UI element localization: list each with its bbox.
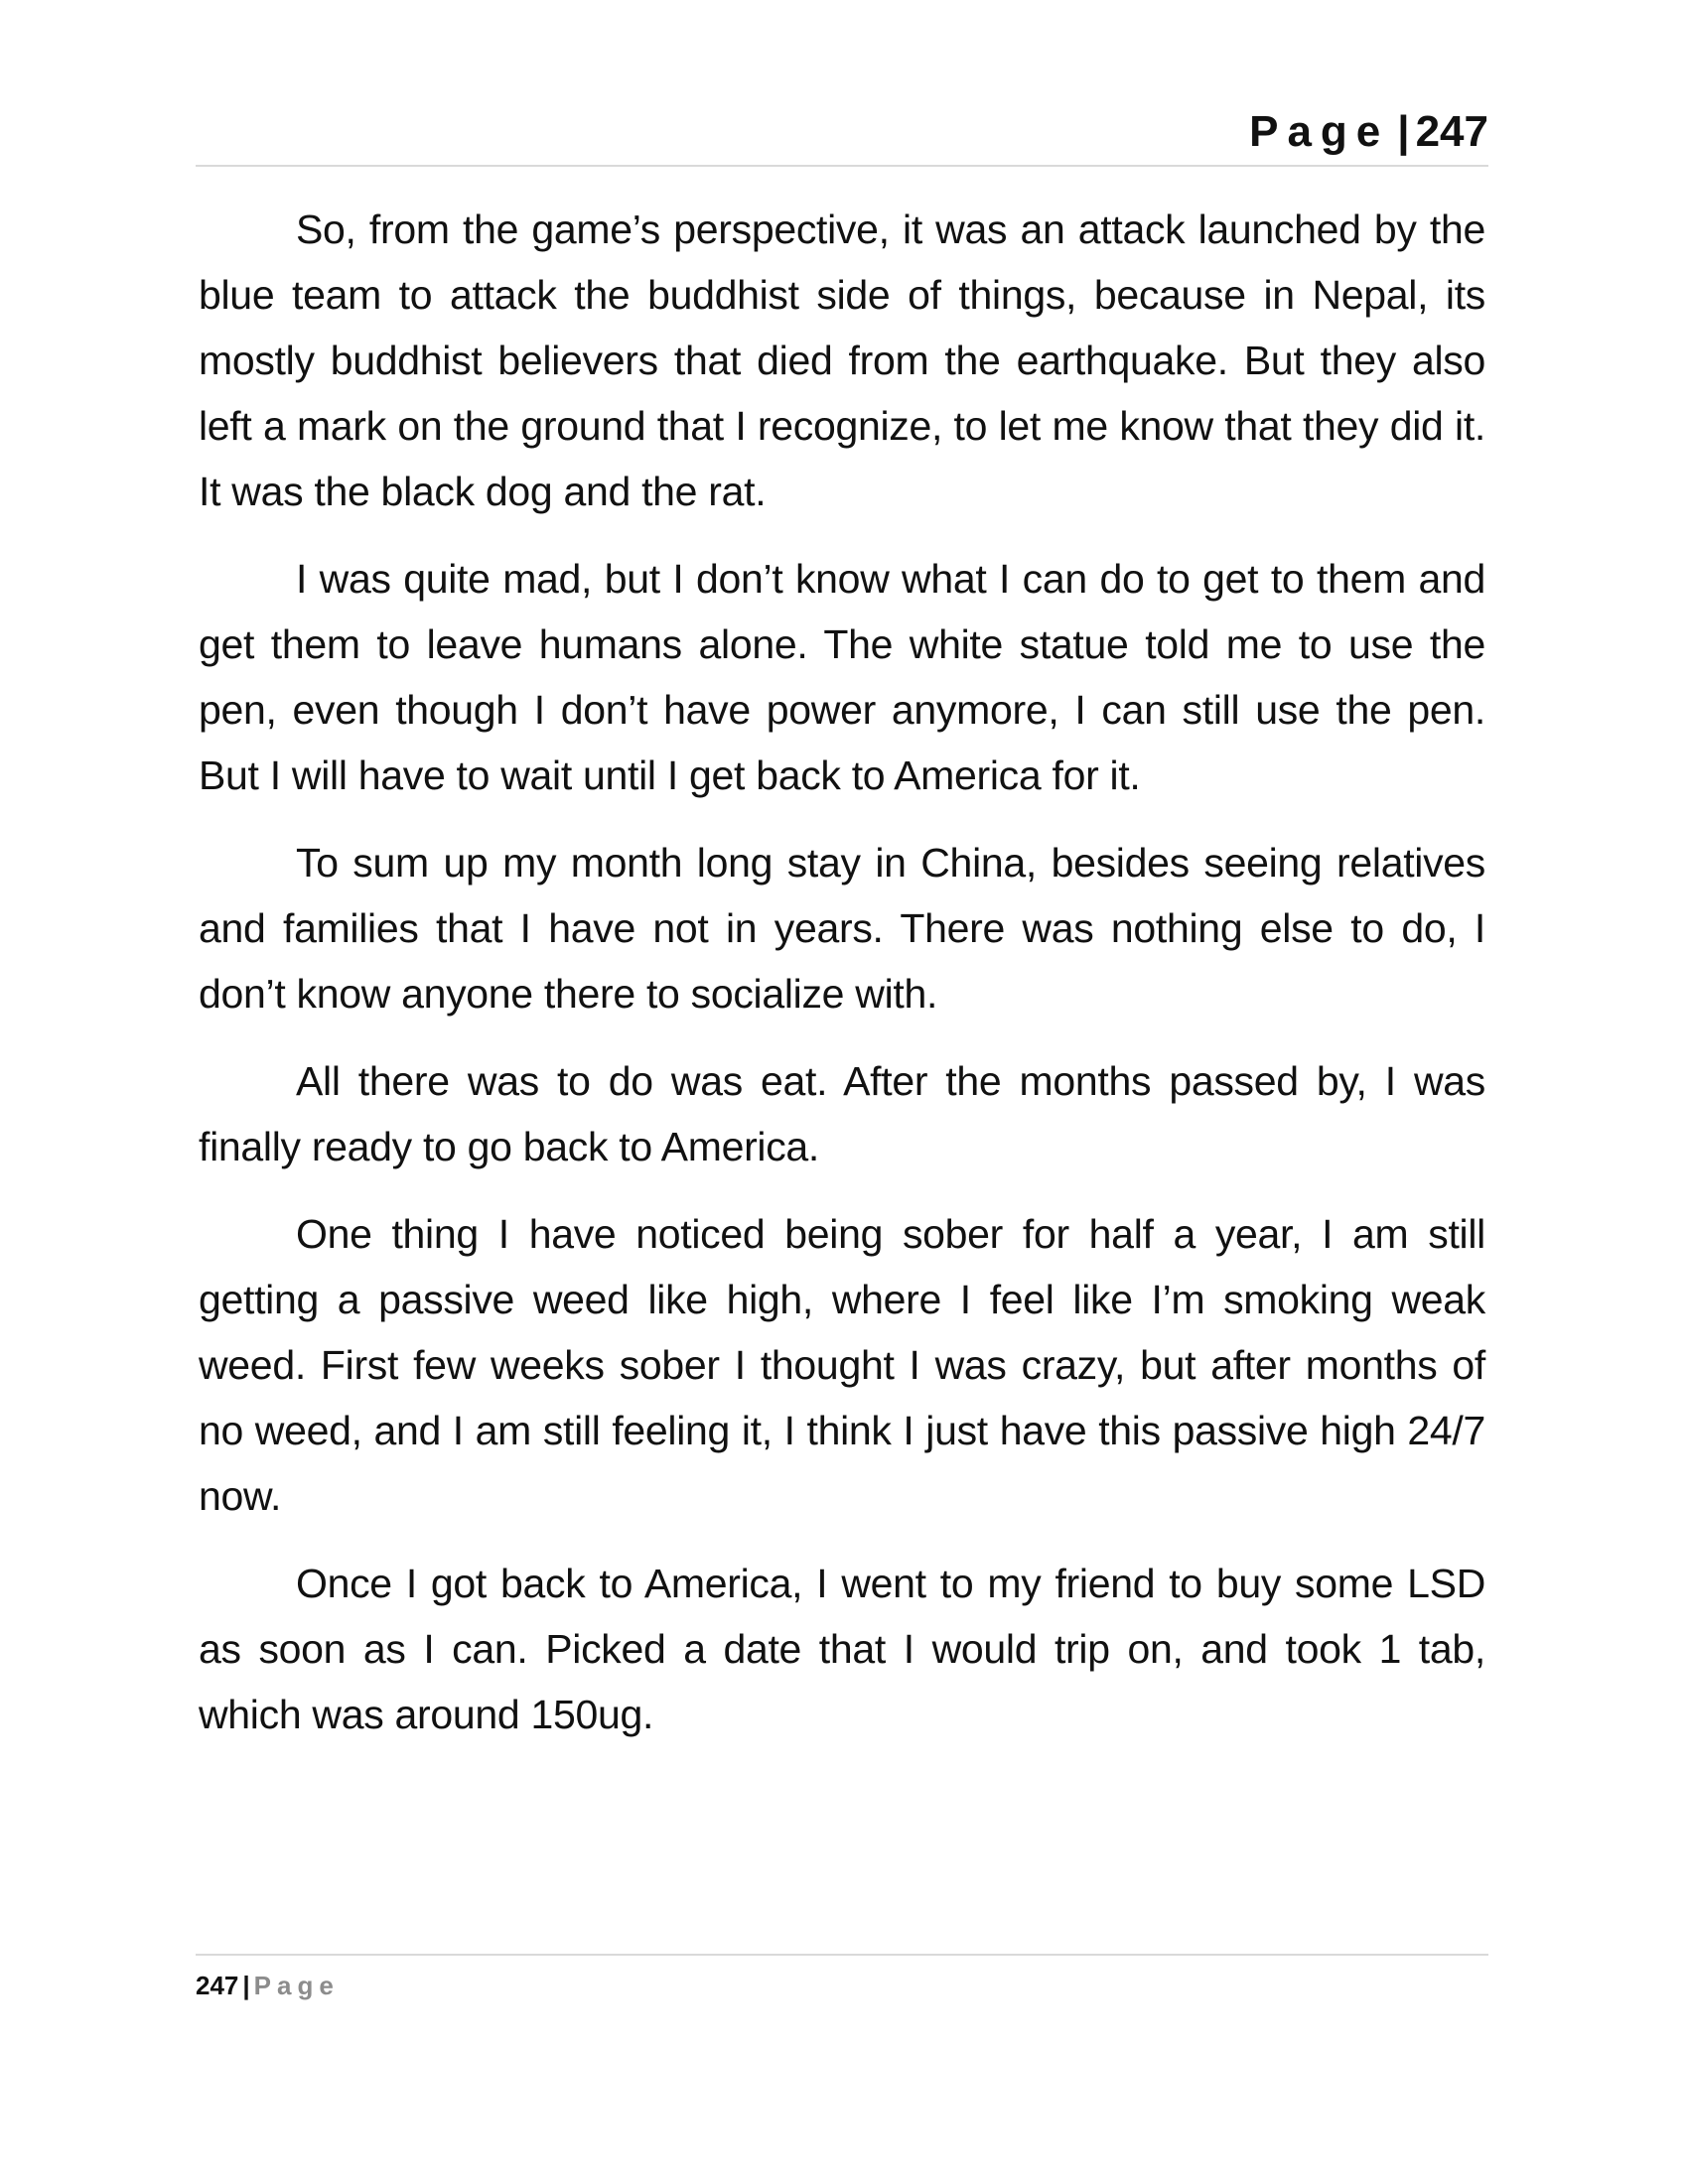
paragraph-3: To sum up my month long stay in China, besides seeing relatives and families that I have not in years. There was nothing else to do, I don’t know anyone there to socialize with. — [199, 840, 1485, 1017]
paragraph-6: Once I got back to America, I went to my friend to buy some LSD as soon as I can. Picked a date that I would trip on, and took 1 tab, which was around 150ug. — [199, 1561, 1485, 1737]
header-page-number: 247 — [1415, 107, 1488, 156]
header-page-word: Page — [1249, 107, 1390, 156]
header-separator: | — [1397, 107, 1410, 156]
page-body — [199, 197, 1485, 1769]
footer-separator: | — [242, 1971, 250, 2000]
paragraph-2: I was quite mad, but I don’t know what I can do to get to them and get them to leave humans alone. The white statue told me to use the pen, even though I don’t have power anymore, I can still use the pen. But I will have to wait until I get back to America for it. — [199, 556, 1485, 798]
footer-page-word: Page — [253, 1971, 340, 2000]
page-header — [196, 99, 1488, 167]
paragraph-4: All there was to do was eat. After the months passed by, I was finally ready to go back to America. — [199, 1058, 1485, 1169]
paragraph-5: One thing I have noticed being sober for half a year, I am still getting a passive weed like high, where I feel like I’m smoking weak weed. First few weeks sober I thought I was crazy, but after months of no weed, and I am still feeling it, I think I just have this passive high 24/7 now. — [199, 1211, 1485, 1519]
footer-page-number: 247 — [196, 1971, 239, 2000]
header-page-label — [1249, 107, 1488, 156]
footer-page-label — [196, 1971, 340, 2000]
paragraph-1: So, from the game’s perspective, it was an attack launched by the blue team to attack the buddhist side of things, because in Nepal, its mostly buddhist believers that died from the earthquake. But they also left a mark on the ground that I recognize, to let me know that they did it. It was the black dog and the rat. — [199, 206, 1485, 514]
page-footer — [196, 1954, 1488, 2005]
